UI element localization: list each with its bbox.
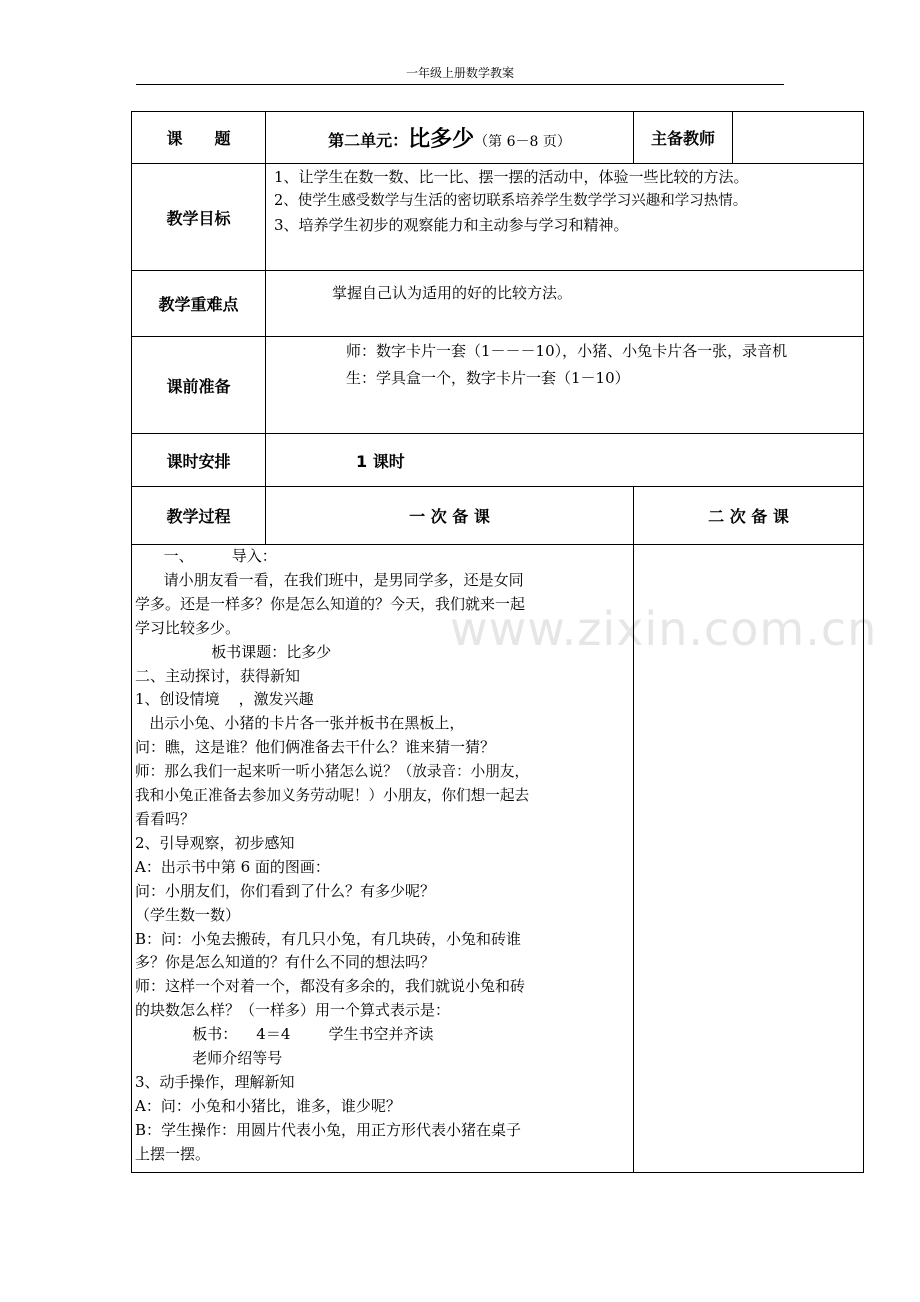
goals-content: [266, 164, 864, 271]
row-schedule: [132, 434, 864, 487]
process-line: B：学生操作：用圆片代表小兔，用正方形代表小猪在桌子: [135, 1120, 522, 1139]
process-line: A：出示书中第 6 面的图画：: [135, 857, 330, 876]
process-line: 请小朋友看一看，在我们班中，是男同学多，还是女同: [135, 570, 524, 589]
process-line: 学多。还是一样多？你是怎么知道的？今天，我们就来一起: [135, 594, 526, 613]
topic-title-cell: [266, 112, 634, 164]
page-header: 一年级上册数学教案: [405, 66, 514, 80]
process-line: 上摆一摆。: [135, 1144, 211, 1163]
header-rule: [136, 84, 784, 85]
process-label: 教学过程: [132, 487, 266, 545]
process-line: 二、主动探讨，获得新知: [135, 666, 301, 685]
preparation-content: [266, 337, 864, 434]
row-process-header: [132, 487, 864, 545]
lesson-pages: （第 6－8 页）: [474, 134, 571, 150]
preparation-label: 课前准备: [132, 337, 266, 434]
process-line: 一、 导入：: [135, 547, 277, 565]
process-line: 3、动手操作，理解新知: [135, 1072, 295, 1091]
process-line: 师：那么我们一起来听一听小猪怎么说？（放录音：小朋友，: [135, 763, 530, 781]
row-preparation: [132, 337, 864, 434]
second-prep-content: [634, 545, 864, 1173]
process-line: 的块数怎么样？（一样多）用一个算式表示是：: [135, 1001, 451, 1020]
process-line: 问：瞧，这是谁？他们俩准备去干什么？谁来猜一猜？: [135, 738, 496, 757]
process-line: 1、创设情境 ，激发兴趣: [135, 690, 314, 709]
row-goals: [132, 164, 864, 271]
goals-label: 教学目标: [132, 164, 266, 271]
goal-item: 2、使学生感受数学与生活的密切联系培养学生数学学习兴趣和学习热情。: [274, 193, 748, 209]
key-points-label: 教学重难点: [132, 271, 266, 337]
process-line: 我和小兔正准备去参加义务劳动呢！）小朋友，你们想一起去: [135, 787, 530, 805]
lesson-title: 比多少: [408, 126, 475, 152]
process-line: A：问：小兔和小猪比，谁多，谁少呢？: [135, 1096, 401, 1115]
watermark: www.zixin.com.cn: [450, 602, 878, 656]
process-line: （学生数一数）: [135, 905, 241, 924]
process-line: 多？你是怎么知道的？有什么不同的想法吗？: [135, 953, 436, 972]
row-process-content: [132, 545, 864, 1173]
row-topic: [132, 112, 864, 164]
process-line: 出示小兔、小猪的卡片各一张并板书在黑板上，: [135, 714, 465, 733]
row-key-points: [132, 271, 864, 337]
prep-teacher: 师：数字卡片一套（1－－－10），小猪、小兔卡片各一张，录音机: [346, 342, 788, 360]
key-points-content: 掌握自己认为适用的好的比较方法。: [266, 271, 864, 337]
lesson-plan-table: [131, 111, 864, 1173]
topic-label: 课 题: [132, 112, 266, 164]
first-prep-content: [132, 545, 634, 1173]
schedule-value: 1 课时: [266, 434, 864, 487]
process-line: 2、引导观察，初步感知: [135, 833, 295, 852]
second-prep-header: 二 次 备 课: [634, 487, 864, 545]
prep-student: 生：学具盒一个，数字卡片一套（1－10）: [346, 369, 630, 387]
goal-item: 3、培养学生初步的观察能力和主动参与学习和精神。: [274, 216, 629, 234]
process-line: 老师介绍等号: [135, 1049, 283, 1068]
process-line: 师：这样一个对着一个，都没有多余的，我们就说小兔和砖: [135, 977, 526, 996]
schedule-label: 课时安排: [132, 434, 266, 487]
teacher-value: [733, 112, 864, 164]
process-line: 学习比较多少。: [135, 618, 241, 637]
process-line: 问：小朋友们，你们看到了什么？有多少呢？: [135, 881, 436, 900]
process-line: 板书： 4＝4 学生书空并齐读: [135, 1025, 434, 1044]
teacher-label: 主备教师: [634, 112, 733, 164]
process-line: B：问：小兔去搬砖，有几只小兔，有几块砖，小兔和砖谁: [135, 929, 522, 948]
goal-item: 1、让学生在数一数、比一比、摆一摆的活动中，体验一些比较的方法。: [274, 168, 749, 186]
process-line: 板书课题：比多少: [135, 642, 332, 661]
unit-label: 第二单元：: [328, 131, 409, 150]
process-line: 看看吗？: [135, 809, 196, 828]
first-prep-header: 一 次 备 课: [266, 487, 634, 545]
